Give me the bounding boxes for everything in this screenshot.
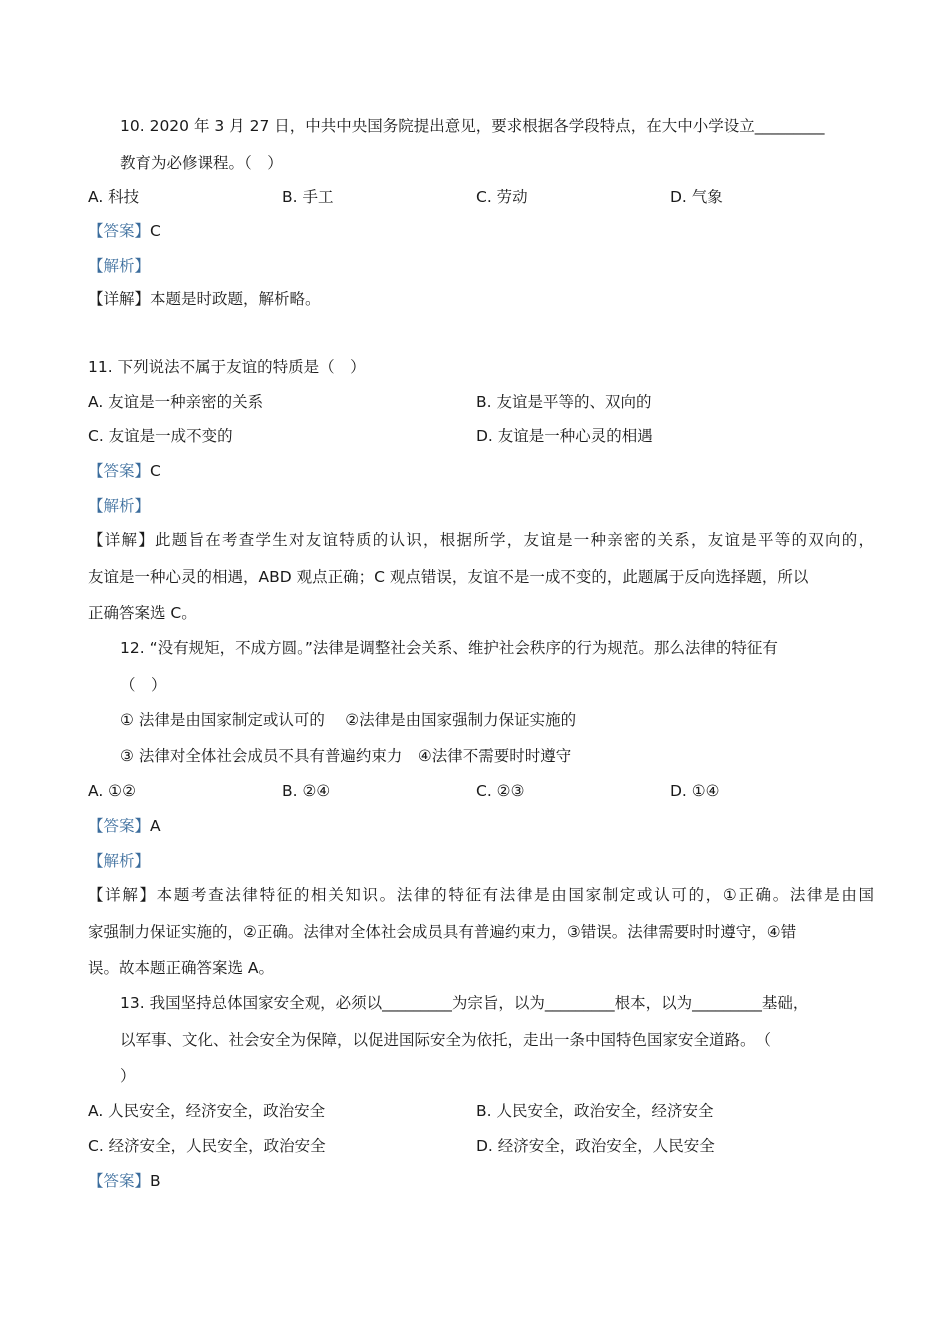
q12-stem-line-2: （ ） [120,676,167,694]
q13-stem-line-1: 13. 我国坚持总体国家安全观，必须以_________为宗旨，以为_________根本，以为_________基础， [120,994,809,1012]
q10-stem-line-1: 10. 2020 年 3 月 27 日，中共中央国务院提出意见，要求根据各学段特点，在大中小学设立_________ [120,117,825,135]
q10-detail [88,289,321,309]
detail-text: 此题旨在考查学生对友谊特质的认识，根据所学，友谊是一种亲密的关系，友谊是平等的双向的， [155,531,874,549]
q13-option-d: D. 经济安全，政治安全，人民安全 [476,1137,715,1155]
detail-tag: 【详解】 [88,531,155,549]
q10-analysis-tag: 【解析】 [88,257,151,275]
q13-answer [88,1171,161,1191]
q12-option-a: A. ①② [88,782,136,800]
q12-statements-line-2: ③ 法律对全体社会成员不具有普遍约束力 ④法律不需要时时遵守 [120,747,572,765]
q12-statements-line-1: ① 法律是由国家制定或认可的 ②法律是由国家强制力保证实施的 [120,711,577,729]
q10-option-b: B. 手工 [282,188,334,206]
q11-detail-line-2: 友谊是一种心灵的相遇，ABD 观点正确；C 观点错误，友谊不是一成不变的，此题属于反向选择题，所以 [88,568,809,586]
q10-stem-line-2: 教育为必修课程。（ ） [120,154,283,172]
q11-analysis-tag: 【解析】 [88,497,151,515]
q12-stem-line-1: 12. “没有规矩，不成方圆。”法律是调整社会关系、维护社会秩序的行为规范。那么法律的特征有 [120,639,778,657]
answer-value: C [150,222,161,240]
answer-tag: 【答案】 [88,817,151,835]
q11-answer [88,461,161,481]
answer-value: B [150,1172,161,1190]
answer-value: C [150,462,161,480]
q12-detail-line-3: 误。故本题正确答案选 A。 [88,959,275,977]
q13-option-c: C. 经济安全，人民安全，政治安全 [88,1137,326,1155]
q12-detail-line-1 [88,885,874,905]
q11-option-c: C. 友谊是一成不变的 [88,427,233,445]
q11-detail-line-3: 正确答案选 C。 [88,604,197,622]
q12-analysis-tag: 【解析】 [88,852,151,870]
q13-stem-line-2: 以军事、文化、社会安全为保障，以促进国际安全为依托，走出一条中国特色国家安全道路。 （ [120,1031,772,1049]
detail-text: 本题是时政题，解析略。 [150,290,321,308]
q13-option-b: B. 人民安全，政治安全，经济安全 [476,1102,714,1120]
q11-option-b: B. 友谊是平等的、双向的 [476,393,652,411]
q11-stem: 11. 下列说法不属于友谊的特质是（ ） [88,358,366,376]
detail-tag: 【详解】 [88,290,151,308]
q10-option-a: A. 科技 [88,188,140,206]
q10-option-c: C. 劳动 [476,188,528,206]
detail-text: 本题考查法律特征的相关知识。法律的特征有法律是由国家制定或认可的，①正确。法律是由国 [156,886,874,904]
q12-option-d: D. ①④ [670,782,720,800]
q10-answer [88,221,161,241]
q12-detail-line-2: 家强制力保证实施的，②正确。法律对全体社会成员具有普遍约束力，③错误。法律需要时时遵守，④错 [88,923,797,941]
answer-tag: 【答案】 [88,462,151,480]
q11-detail-line-1 [88,530,874,550]
q13-option-a: A. 人民安全，经济安全，政治安全 [88,1102,326,1120]
answer-tag: 【答案】 [88,1172,151,1190]
q11-option-a: A. 友谊是一种亲密的关系 [88,393,264,411]
q12-option-c: C. ②③ [476,782,525,800]
q12-answer [88,816,161,836]
q13-stem-line-3: ） [120,1067,136,1085]
q10-option-d: D. 气象 [670,188,723,206]
q11-option-d: D. 友谊是一种心灵的相遇 [476,427,653,445]
answer-tag: 【答案】 [88,222,151,240]
q12-option-b: B. ②④ [282,782,331,800]
detail-tag: 【详解】 [88,886,157,904]
answer-value: A [150,817,161,835]
